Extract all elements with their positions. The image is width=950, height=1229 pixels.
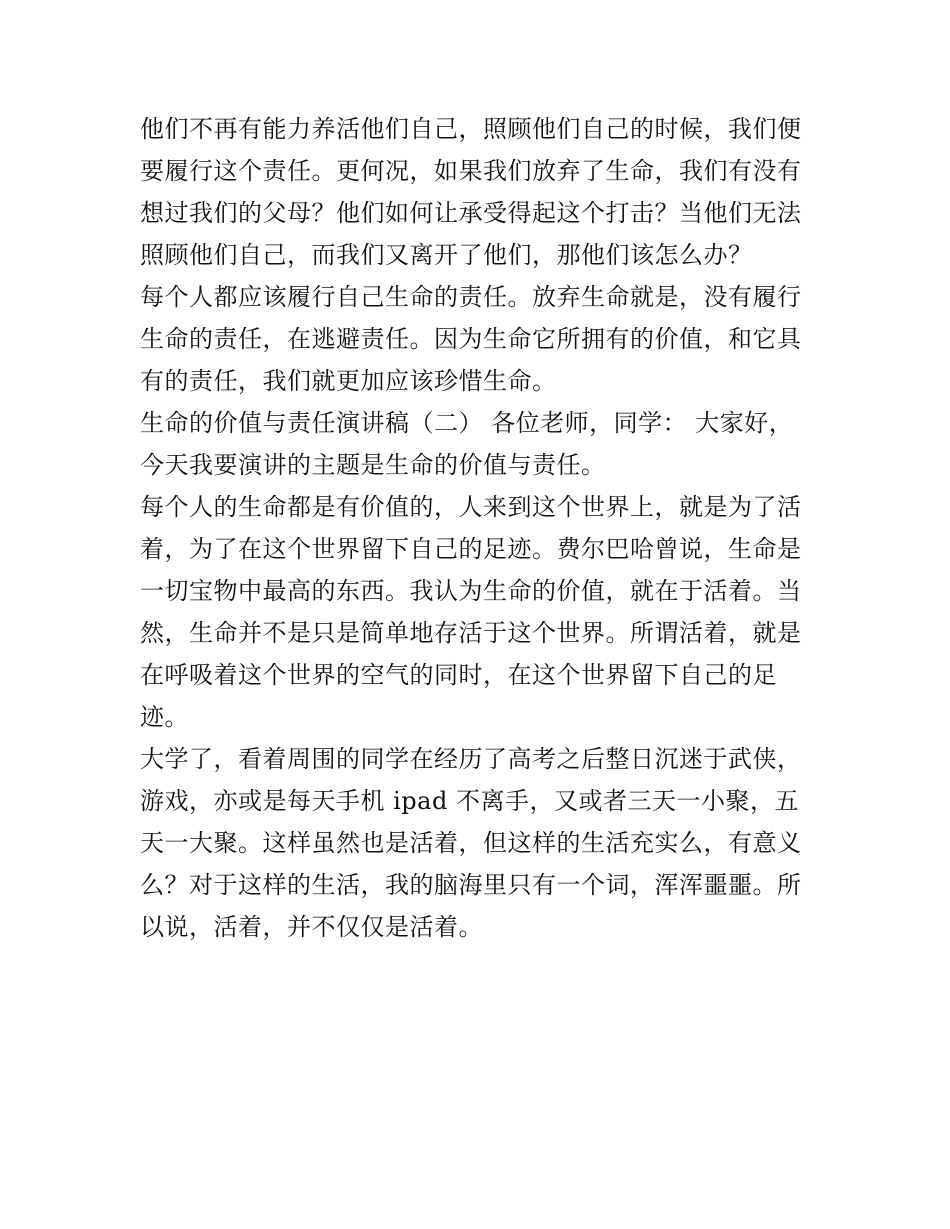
text-line: 今天我要演讲的主题是生命的价值与责任。 — [140, 451, 606, 479]
text-line: 天一大聚。这样虽然也是活着，但这样的生活充实么，有意义 — [140, 829, 802, 857]
text-line: 游戏，亦或是每天手机 ipad 不离手，又或者三天一小聚，五 — [140, 787, 799, 815]
text-line: 要履行这个责任。更何况，如果我们放弃了生命，我们有没有 — [140, 157, 802, 185]
text-line: 大学了，看着周围的同学在经历了高考之后整日沉迷于武侠， — [140, 745, 802, 773]
document-body — [140, 108, 820, 948]
text-line: 在呼吸着这个世界的空气的同时，在这个世界留下自己的足 — [140, 661, 777, 689]
text-line: 每个人的生命都是有价值的，人来到这个世界上，就是为了活 — [140, 493, 802, 521]
text-line: 照顾他们自己，而我们又离开了他们，那他们该怎么办？ — [140, 241, 753, 269]
text-line: 么？对于这样的生活，我的脑海里只有一个词，浑浑噩噩。所 — [140, 871, 802, 899]
text-line: 迹。 — [140, 703, 189, 731]
text-line: 想过我们的父母？他们如何让承受得起这个打击？当他们无法 — [140, 199, 802, 227]
text-line: 每个人都应该履行自己生命的责任。放弃生命就是，没有履行 — [140, 283, 802, 311]
text-line: 着，为了在这个世界留下自己的足迹。费尔巴哈曾说，生命是 — [140, 535, 802, 563]
text-line: 有的责任，我们就更加应该珍惜生命。 — [140, 367, 557, 395]
text-line: 然，生命并不是只是简单地存活于这个世界。所谓活着，就是 — [140, 619, 802, 647]
text-line: 生命的责任，在逃避责任。因为生命它所拥有的价值，和它具 — [140, 325, 802, 353]
text-line: 他们不再有能力养活他们自己，照顾他们自己的时候，我们便 — [140, 115, 802, 143]
text-line: 一切宝物中最高的东西。我认为生命的价值，就在于活着。当 — [140, 577, 802, 605]
text-line: 生命的价值与责任演讲稿（二） 各位老师，同学： 大家好， — [140, 409, 794, 437]
text-line: 以说，活着，并不仅仅是活着。 — [140, 913, 483, 941]
